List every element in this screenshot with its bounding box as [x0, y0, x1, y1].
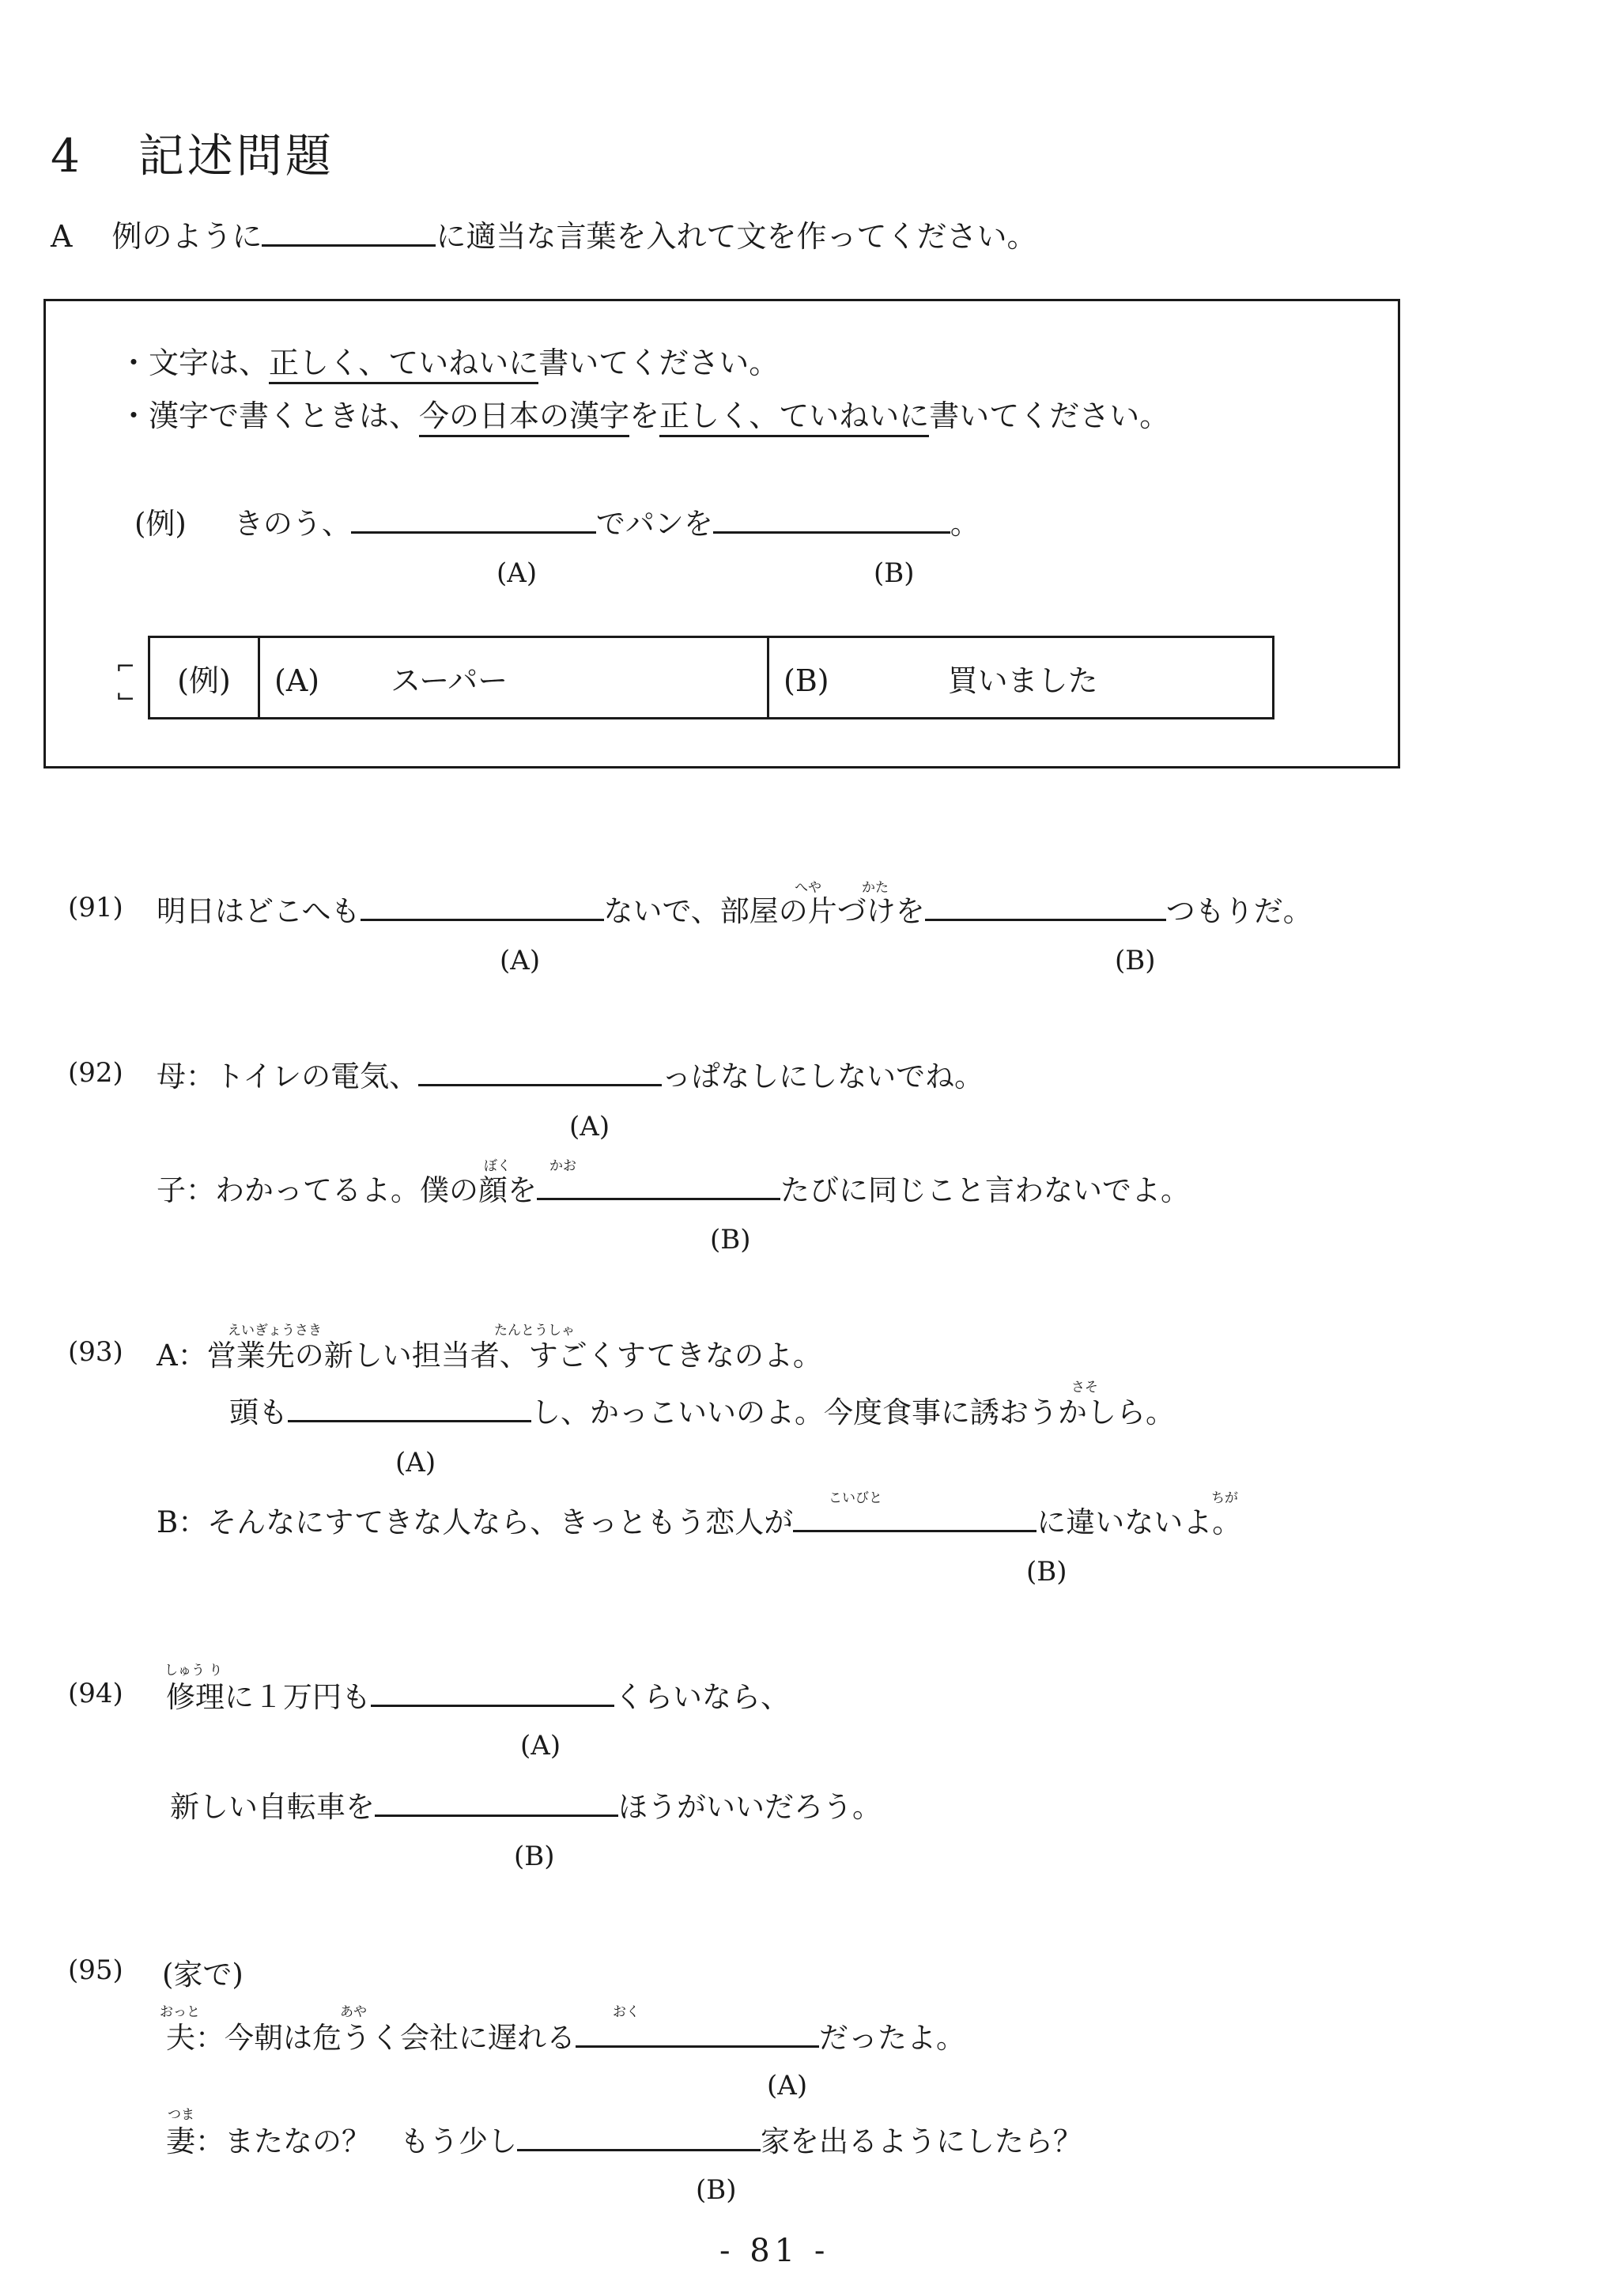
example-label: (例)	[134, 507, 187, 541]
q92-text-1: 母：トイレの電気、	[157, 1059, 419, 1093]
q95-ruby-aya: あや	[340, 2004, 367, 2020]
answer-b-label: (B)	[784, 663, 829, 698]
q94-line2	[170, 1783, 882, 1826]
part-a-letter: A	[51, 219, 73, 254]
example-blank-b	[713, 531, 950, 534]
note2-a: ・漢字で書くときは、	[119, 398, 420, 433]
q92-ruby-kao: かお	[549, 1158, 576, 1174]
q93-ruby-koibito: こいびと	[829, 1490, 882, 1506]
q95-context: (家で)	[162, 1958, 244, 1992]
answer-a-value: スーパー	[391, 663, 508, 698]
q93-blank-a	[288, 1419, 531, 1422]
q94-text-3: 新しい自転車を	[170, 1790, 375, 1824]
note1-emph: 正しく、ていねいに	[269, 346, 538, 384]
instruction-blank	[262, 244, 436, 247]
note-line-1	[119, 338, 779, 382]
q94-text-4: ほうがいいだろう。	[618, 1790, 882, 1824]
q91-ruby-heya: へや	[795, 880, 821, 896]
example-answer-table	[148, 636, 1274, 719]
q92-label-b: (B)	[710, 1224, 751, 1256]
q91-blank-a	[361, 918, 604, 921]
q92-text-2: っぱなしにしないでね。	[662, 1059, 984, 1093]
q95-text-2: だったよ。	[819, 2021, 965, 2055]
section-title-text: 記述問題	[138, 129, 334, 183]
q93-line1: A：営業先の新しい担当者、すごくすてきなのよ。	[157, 1339, 822, 1373]
q92-number: (92)	[68, 1057, 123, 1089]
q95-blank-b	[517, 2148, 761, 2151]
q94-ruby-shuuri: しゅう り	[164, 1663, 223, 1679]
q92-line2	[157, 1166, 1190, 1209]
q93-text-4: B：そんなにすてきな人なら、きっともう恋人が	[157, 1505, 794, 1539]
q92-blank-a	[418, 1083, 662, 1086]
q91-label-b: (B)	[1115, 945, 1156, 976]
q94-label-a: (A)	[520, 1730, 561, 1762]
q94-blank-b	[375, 1814, 618, 1817]
instruction-pre: 例のように	[111, 219, 262, 254]
note2-e: 書いてください。	[929, 398, 1170, 433]
q93-label-a: (A)	[395, 1447, 436, 1478]
q93-ruby-saso: さそ	[1071, 1380, 1098, 1395]
example-pre: きのう、	[233, 507, 351, 541]
q95-text-3: 妻：またなの？ もう少し	[166, 2124, 517, 2158]
example-label-a: (A)	[497, 557, 538, 589]
example-blank-a	[351, 531, 596, 534]
q91-ruby-kata: かた	[862, 880, 889, 896]
q93-ruby-chiga: ちが	[1211, 1490, 1238, 1506]
q92-line1	[157, 1052, 984, 1095]
q94-blank-a	[371, 1704, 614, 1707]
q91-blank-b	[925, 918, 1166, 921]
q92-blank-b	[537, 1197, 780, 1200]
margin-bracket: ⌐ ⌙	[115, 653, 136, 709]
q93-text-3: し、かっこいいのよ。今度食事に誘おうかしら。	[531, 1395, 1175, 1429]
example-end: 。	[950, 507, 980, 541]
note-line-2	[119, 391, 1169, 435]
q95-label-b: (B)	[696, 2174, 737, 2206]
answer-a-label: (A)	[274, 663, 320, 698]
q95-ruby-tsuma: つま	[168, 2107, 194, 2123]
answer-cell-b	[768, 637, 1274, 719]
answer-example-label: (例)	[149, 637, 259, 719]
q92-label-a: (A)	[569, 1111, 610, 1142]
section-title	[51, 119, 334, 185]
q95-blank-a	[576, 2045, 819, 2048]
q91-text-3: つもりだ。	[1165, 894, 1312, 928]
q93-ruby-eigyousaki: えいぎょうさき	[228, 1323, 322, 1339]
q93-ruby-tantousha: たんとうしゃ	[494, 1323, 575, 1339]
q93-label-b: (B)	[1026, 1556, 1067, 1588]
q94-label-b: (B)	[514, 1841, 555, 1872]
q94-text-2: くらいなら、	[614, 1680, 790, 1714]
part-a-instruction	[51, 212, 1036, 255]
q94-line1	[166, 1673, 790, 1716]
example-mid: でパンを	[595, 507, 713, 541]
q93-line2	[229, 1388, 1175, 1431]
page-number: - 81 -	[719, 2233, 830, 2269]
q95-line1	[166, 2014, 965, 2056]
q95-text-4: 家を出るようにしたら？	[761, 2124, 1082, 2158]
note2-emph2: 正しく、ていねいに	[659, 398, 929, 437]
q92-ruby-boku: ぼく	[484, 1158, 511, 1174]
q93-blank-b	[793, 1529, 1036, 1532]
q91-line1	[157, 887, 1312, 930]
q95-ruby-otto: おっと	[160, 2004, 200, 2020]
note2-emph1: 今の日本の漢字	[419, 398, 629, 437]
q92-text-3: 子：わかってるよ。僕の顔を	[157, 1173, 537, 1207]
q91-text-1: 明日はどこへも	[157, 894, 361, 928]
q91-number: (91)	[68, 892, 123, 923]
q95-ruby-oku: おく	[613, 2004, 640, 2020]
q93-line3	[157, 1498, 1241, 1541]
q95-label-a: (A)	[767, 2070, 808, 2102]
q94-number: (94)	[68, 1678, 123, 1709]
instruction-post: に適当な言葉を入れて文を作ってください。	[436, 219, 1037, 254]
answer-b-value: 買いました	[947, 663, 1098, 698]
q91-text-2: ないで、部屋の片づけを	[603, 894, 925, 928]
note2-c: を	[629, 398, 660, 433]
q95-text-1: 夫：今朝は危うく会社に遅れる	[166, 2021, 576, 2055]
example-sentence	[134, 500, 980, 542]
example-label-b: (B)	[874, 557, 915, 589]
answer-cell-a	[259, 637, 768, 719]
q91-label-a: (A)	[500, 945, 541, 976]
note1-c: 書いてください。	[538, 346, 780, 380]
q93-text-2: 頭も	[229, 1395, 288, 1429]
q95-line2	[166, 2117, 1082, 2160]
note1-a: ・文字は、	[119, 346, 270, 380]
section-number: 4	[51, 129, 83, 183]
q93-number: (93)	[68, 1336, 123, 1368]
q93-text-5: に違いないよ。	[1036, 1505, 1242, 1539]
q95-number: (95)	[68, 1954, 123, 1986]
q94-text-1: 修理に１万円も	[166, 1680, 371, 1714]
q92-text-4: たびに同じこと言わないでよ。	[780, 1173, 1190, 1207]
